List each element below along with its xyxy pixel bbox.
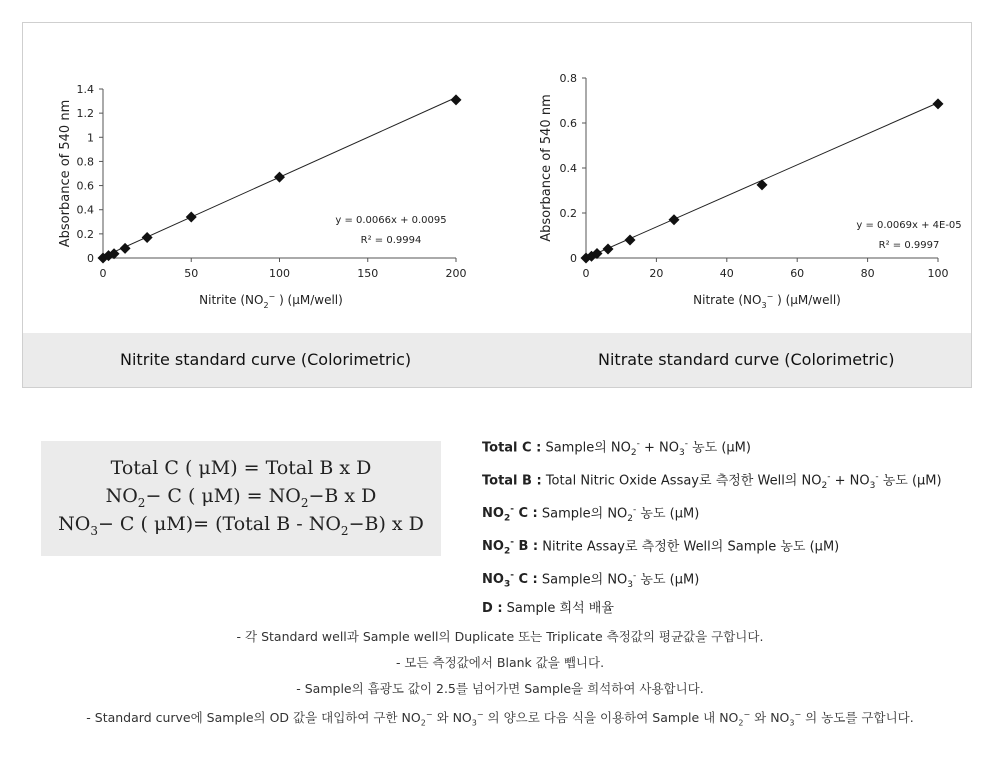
x-tick-label: 100	[269, 267, 290, 280]
x-tick-label: 150	[357, 267, 379, 280]
legend-d: D : Sample 희석 배율	[482, 600, 614, 616]
legend-no3-c: $NO_3^-$ C : Sample의 $NO_3^-$ 농도 (μM)	[482, 570, 700, 590]
x-tick-label: 0	[99, 267, 107, 280]
y-tick-label: 0.2	[559, 207, 577, 220]
nitrate-chart-title: Nitrate standard curve (Colorimetric)	[598, 350, 895, 369]
data-point	[451, 94, 462, 105]
data-point	[603, 244, 614, 255]
y-tick-label: 0.6	[559, 117, 577, 130]
formula-no3-c: $NO_3- C$ ( μM)= (Total $B - NO_2-B$) x D	[58, 513, 424, 538]
y-tick-label: 0.4	[76, 203, 94, 217]
r-squared-label: R² = 0.9997	[878, 240, 940, 251]
formula-no2-c: $NO_2- C$ ( $\mu M) = NO_2-B$ x D	[105, 485, 377, 510]
y-tick-label: 1.2	[76, 107, 94, 121]
y-tick-label: 0.6	[76, 179, 94, 193]
x-axis-label: Nitrate ($NO_3^-$ ) (μM/well)	[693, 292, 841, 310]
data-point	[186, 211, 197, 222]
y-tick-label: 0	[87, 252, 94, 265]
note-line-1: - 각 Standard well과 Sample well의 Duplicate 또는 Triplicate 측정값의 평균값을 구합니다.	[236, 629, 764, 644]
data-point	[274, 172, 285, 183]
note-line-2: - 모든 측정값에서 Blank 값을 뺍니다.	[395, 655, 605, 670]
note-line-4: - Standard curve에 Sample의 OD 값을 대입하여 구한 $NO_2^-$ 와 $NO_3^-$ 의 양으로 다음 식을 이용하여 Sample 내 $NO_2^-$ 와 $NO_3^-$ 의 농도를 구합니다.	[86, 710, 914, 728]
y-tick-label: 0.4	[559, 162, 577, 175]
procedure-notes	[0, 624, 1000, 737]
legend-no2-b: $NO_2^-$ B : Nitrite Assay로 측정한 Well의 Sample 농도 (μM)	[482, 537, 840, 557]
trendline-equation: y = 0.0069x + 4E-05	[856, 220, 962, 231]
variable-legend	[482, 432, 942, 621]
data-point	[757, 179, 768, 190]
nitrite-chart-title: Nitrite standard curve (Colorimetric)	[120, 350, 412, 369]
x-tick-label: 100	[927, 267, 949, 280]
nitrate-standard-curve-chart	[497, 23, 971, 333]
x-tick-label: 60	[790, 267, 805, 280]
x-axis-label: Nitrite ($NO_2^-$ ) (μM/well)	[199, 292, 343, 310]
x-tick-label: 80	[860, 267, 875, 280]
data-point	[142, 232, 153, 243]
y-axis-label: Absorbance of 540 nm	[539, 94, 554, 242]
note-line-3: - Sample의 흡광도 값이 2.5를 넘어가면 Sample을 희석하여 사용합니다.	[296, 681, 704, 696]
charts-panel	[22, 22, 972, 388]
legend-total-c: Total C : Sample의 $NO_2^- + NO_3^-$ 농도 (μM)	[482, 439, 751, 458]
y-tick-label: 0	[570, 252, 577, 265]
y-axis-label: Absorbance of 540 nm	[58, 99, 73, 248]
x-tick-label: 40	[719, 267, 734, 280]
data-point	[933, 98, 944, 109]
legend-total-b: Total B : Total Nitric Oxide Assay로 측정한 Well의 $NO_2^- + NO_3^-$ 농도 (μM)	[482, 471, 942, 491]
y-tick-label: 0.8	[76, 155, 94, 169]
x-tick-label: 0	[582, 267, 590, 280]
y-tick-label: 0.8	[559, 72, 577, 85]
y-tick-label: 0.2	[76, 227, 94, 241]
formula-box	[41, 441, 441, 556]
data-point	[625, 235, 636, 246]
data-point	[120, 243, 131, 254]
x-tick-label: 200	[445, 267, 467, 280]
caption-band	[23, 333, 971, 387]
data-point	[669, 214, 680, 225]
x-tick-label: 20	[649, 267, 664, 280]
y-tick-label: 1	[87, 131, 94, 145]
trendline-equation: y = 0.0066x + 0.0095	[335, 215, 447, 226]
legend-no2-c: $NO_2^-$ C : Sample의 $NO_2^-$ 농도 (μM)	[482, 504, 700, 524]
x-tick-label: 50	[184, 267, 199, 280]
y-tick-label: 1.4	[76, 83, 94, 96]
r-squared-label: R² = 0.9994	[360, 235, 422, 246]
nitrite-standard-curve-chart	[23, 23, 497, 333]
formula-total-c: Total C ( μM) = Total B x D	[110, 457, 372, 479]
